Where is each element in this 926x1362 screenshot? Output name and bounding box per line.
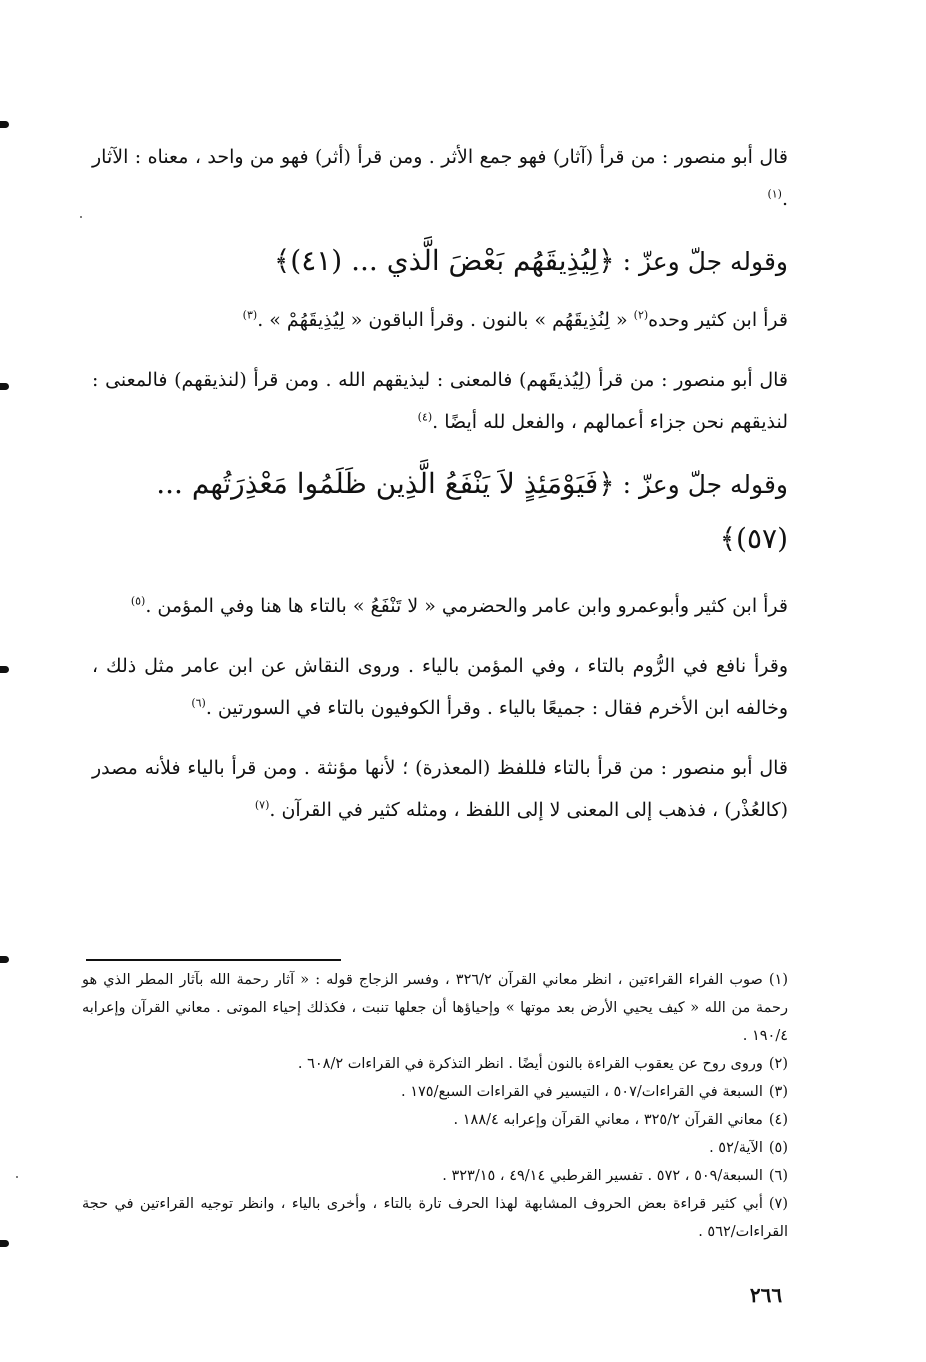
- paragraph-text: قال أبو منصور : من قرأ (آثار) فهو جمع الأثر . ومن قرأ (أثر) فهو من واحد ، معناه : الآثار .: [92, 146, 788, 210]
- footnote-ref: (٥): [130, 594, 146, 608]
- main-text: [92, 136, 788, 831]
- page-number: ٢٦٦: [749, 1283, 783, 1307]
- quran-verse: ﴿لِيُذِيقَهُم بَعْضَ الَّذي ... (٤١)﴾: [273, 244, 615, 277]
- paragraph-5: [92, 645, 788, 729]
- footnote-number: (٧): [768, 1196, 788, 1212]
- footnote-number: (٤): [768, 1112, 788, 1128]
- footnote-number: (٣): [768, 1084, 788, 1100]
- binding-mark: [0, 121, 9, 128]
- footnote-7: [82, 1190, 788, 1246]
- paragraph-3: [92, 359, 788, 443]
- speck: [80, 216, 82, 218]
- footnote-separator: [86, 959, 341, 961]
- footnote-text: الآية/٥٢ .: [709, 1140, 763, 1156]
- speck: [16, 1176, 18, 1178]
- footnote-number: (٥): [768, 1140, 788, 1156]
- footnote-2: [82, 1050, 788, 1078]
- footnote-text: أبي كثير قراءة بعض الحروف المشابهة لهذا الحرف تارة بالتاء ، وأخرى بالياء ، وانظر توجيه القراءتين في حجة القراءات/٥٦٢ .: [82, 1196, 788, 1240]
- verse-intro: وقوله جلّ وعزّ :: [622, 247, 788, 276]
- footnote-ref: (٦): [191, 696, 206, 710]
- footnote-ref: (٤): [417, 410, 433, 424]
- footnote-5: [82, 1134, 788, 1162]
- paragraph-text-b: « لِنُذِيقَهُم » بالنون . وقرأ الباقون « لِيُذِيقَهُمْ » .: [257, 309, 628, 331]
- paragraph-text: قال أبو منصور : من قرأ (لِيُذيقَهم) فالمعنى : ليذيقهم الله . ومن قرأ (لنذيقهم) فالمعنى : لنذيقهم نحن جزاء أعمالهم ، والفعل لله أيضًا .: [92, 369, 788, 433]
- paragraph-1: [92, 136, 788, 220]
- footnote-1: [82, 966, 788, 1050]
- binding-mark: [0, 666, 9, 673]
- footnote-3: [82, 1078, 788, 1106]
- verse-2: [92, 457, 788, 567]
- footnote-4: [82, 1106, 788, 1134]
- footnote-text: السبعة/٥٠٩ ، ٥٧٢ . تفسير القرطبي ٤٩/١٤ ، ٣٢٣/١٥ .: [442, 1168, 763, 1184]
- footnote-ref: (٣): [242, 308, 258, 322]
- verse-intro: وقوله جلّ وعزّ :: [622, 470, 788, 499]
- paragraph-text: قال أبو منصور : من قرأ بالتاء فللفظ (المعذرة) ؛ لأنها مؤنثة . ومن قرأ بالياء فلأنه مصدر (كالعُذْر) ، فذهب إلى المعنى لا إلى اللفظ ، ومثله كثير في القرآن .: [92, 757, 788, 821]
- verse-1: [92, 234, 788, 289]
- footnote-text: وروى روح عن يعقوب القراءة بالنون أيضًا . انظر التذكرة في القراءات ٦٠٨/٢ .: [297, 1056, 763, 1072]
- footnote-6: [82, 1162, 788, 1190]
- footnote-ref: (٢): [633, 308, 649, 322]
- footnote-ref: (٧): [254, 798, 270, 812]
- binding-mark: [0, 383, 9, 390]
- binding-mark: [0, 956, 9, 963]
- paragraph-2: [92, 299, 788, 341]
- footnote-number: (١): [768, 972, 788, 988]
- footnote-ref: (١): [767, 187, 782, 201]
- paragraph-text: وقرأ نافع في الرُّوم بالتاء ، وفي المؤمن بالياء . وروى النقاش عن ابن عامر مثل ذلك ، وخالفه ابن الأخرم فقال : جميعًا بالياء . وقرأ الكوفيون بالتاء في السورتين .: [92, 655, 788, 719]
- binding-mark: [0, 1240, 9, 1247]
- quran-verse: ﴿فَيَوْمَئِذٍ لاَ يَنْفَعُ الَّذِين ظَلَمُوا مَعْذِرَتُهم ... (٥٧)﴾: [156, 467, 788, 555]
- paragraph-text: قرأ ابن كثير وأبوعمرو وابن عامر والحضرمي « لا تَنْفَعُ » بالتاء ها هنا وفي المؤمن .: [145, 595, 788, 617]
- footnotes: [82, 966, 788, 1246]
- footnote-number: (٦): [768, 1168, 788, 1184]
- footnote-text: صوب الفراء القراءتين ، انظر معاني القرآن ٣٢٦/٢ ، وفسر الزجاج قوله : « آثار رحمة الله بآثار المطر الذي هو رحمة من الله « كيف يحيي الأرض بعد موتها » وإحياؤها أن جعلها تنبت ، فكذلك إحياء الموتى . معاني القرآن وإعرابه ١٩٠/٤ .: [82, 972, 788, 1044]
- footnote-number: (٢): [768, 1056, 788, 1072]
- footnote-text: معاني القرآن ٣٢٥/٢ ، معاني القرآن وإعرابه ١٨٨/٤ .: [453, 1112, 763, 1128]
- paragraph-text: قرأ ابن كثير وحده: [648, 309, 788, 331]
- paragraph-6: [92, 747, 788, 831]
- footnote-text: السبعة في القراءات/٥٠٧ ، التيسير في القراءات السبع/١٧٥ .: [401, 1084, 763, 1100]
- paragraph-4: [92, 585, 788, 627]
